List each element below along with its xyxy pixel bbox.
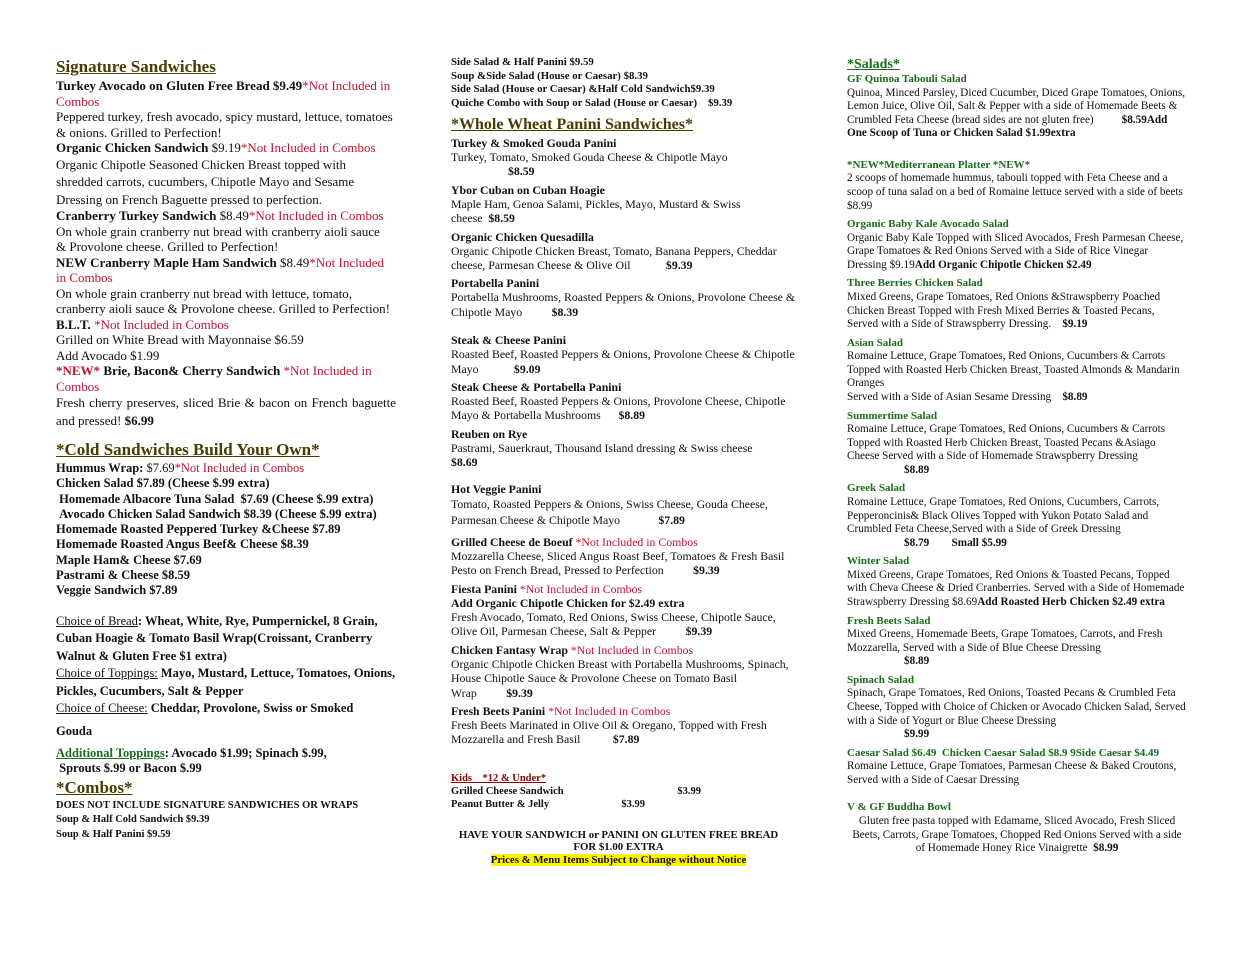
menu-item-name: Winter Salad — [847, 555, 910, 568]
item-desc: Served with a Side of Asian Sesame Dressing $8.89 — [847, 391, 1088, 403]
menu-item-name: Spinach Salad — [847, 673, 914, 686]
item-desc: Mixed Greens, Grape Tomatoes, Red Onions &Strawspberry Poached Chicken Breast Topped with Fresh Mixed Berries & Toasted Pecans, Served with a Side of Strawspberry Dressing. $9.19 — [847, 290, 1161, 331]
item-desc: Fresh cherry preserves, sliced Brie & bacon on French baguette and pressed! $6.99 — [56, 395, 396, 428]
menu-item: B.L.T. *Not Included in Combos — [56, 316, 229, 332]
gluten-free-notice: HAVE YOUR SANDWICH or PANINI ON GLUTEN FREE BREAD FOR $1.00 EXTRA Prices & Menu Items Subject to Change without Notice — [458, 828, 779, 866]
list-item: Peanut Butter & Jelly $3.99 — [451, 798, 645, 810]
choice-cheese: Choice of Cheese: Cheddar, Provolone, Swiss or Smoked — [56, 701, 354, 716]
item-extra: Add Organic Chipotle Chicken for $2.49 extra — [451, 595, 685, 610]
menu-item: *NEW* Brie, Bacon& Cherry Sandwich *Not Included in Combos — [56, 363, 372, 394]
menu-item-name: Portabella Panini — [451, 276, 540, 291]
menu-item: Cranberry Turkey Sandwich $8.49*Not Included in Combos — [56, 208, 384, 223]
menu-item-name: Summertime Salad — [847, 409, 938, 422]
menu-item-name: Reuben on Rye — [451, 426, 528, 441]
menu-item-name: Turkey & Smoked Gouda Panini — [451, 136, 617, 150]
item-desc: Gluten free pasta topped with Edamame, Sliced Avocado, Fresh Sliced Beets, Carrots, Grape Tomatoes, Chopped Red Onions Served with a side of Homemade Honey Rice Vinaigrette $8.99 — [852, 814, 1182, 855]
list-item: Avocado Chicken Salad Sandwich $8.39 (Cheese $.99 extra) — [56, 506, 377, 521]
menu-item-name: Hot Veggie Panini — [451, 481, 542, 496]
item-desc: Peppered turkey, fresh avocado, spicy mustard, lettuce, tomatoes & onions. Grilled to Perfection! — [56, 109, 393, 140]
menu-item: Organic Chicken Sandwich $9.19*Not Included in Combos — [56, 140, 376, 155]
item-desc: Fresh Avocado, Tomato, Red Onions, Swiss Cheese, Chipotle Sauce, Olive Oil, Parmesan Cheese, Salt & Pepper $9.39 — [451, 609, 776, 639]
menu-item: Turkey Avocado on Gluten Free Bread $9.49*Not Included in Combos — [56, 78, 391, 109]
menu-item-name: Grilled Cheese de Boeuf *Not Included in Combos — [451, 534, 698, 549]
column-middle — [451, 56, 796, 866]
menu-item-name: Three Berries Chicken Salad — [847, 277, 983, 290]
menu-item-name: Greek Salad — [847, 482, 906, 495]
list-item: Side Salad (House or Caesar) &Half Cold Sandwich$9.39 — [451, 83, 715, 95]
menu-item-name: Steak Cheese & Portabella Panini — [451, 380, 622, 395]
item-desc: Maple Ham, Genoa Salami, Pickles, Mayo, Mustard & Swiss cheese $8.59 — [451, 196, 741, 226]
item-desc: On whole grain cranberry nut bread with lettuce, tomato, cranberry aioli sauce & Provolone cheese. Grilled to Perfection! — [56, 285, 390, 316]
menu-item-name: Caesar Salad $6.49 Chicken Caesar Salad $8.9 9Side Caesar $4.49 — [847, 746, 1159, 759]
menu-item-name: GF Quinoa Tabouli Salad — [847, 73, 967, 85]
item-desc: Turkey, Tomato, Smoked Gouda Cheese & Chipotle Mayo — [451, 150, 728, 164]
item-desc: Roasted Beef, Roasted Peppers & Onions, Provolone Cheese & Chipotle Mayo $9.09 — [451, 347, 795, 376]
salads-heading: *Salads* — [847, 57, 900, 72]
list-item: Homemade Roasted Angus Beef& Cheese $8.39 — [56, 537, 309, 552]
item-desc: Portabella Mushrooms, Roasted Peppers & Onions, Provolone Cheese & Chipotle Mayo $8.39 — [451, 290, 796, 319]
column-right — [847, 56, 1187, 856]
item-desc: On whole grain cranberry nut bread with cranberry aioli sauce — [56, 223, 380, 239]
list-item: Soup & Half Panini $9.59 — [56, 828, 171, 840]
menu-item-name: Organic Chicken Quesadilla — [451, 229, 594, 244]
additional-toppings-cont: Sprouts $.99 or Bacon $.99 — [56, 761, 202, 776]
item-price: $8.59 — [508, 164, 535, 179]
menu-item-name: Fiesta Panini *Not Included in Combos — [451, 581, 643, 596]
item-desc: Organic Baby Kale Topped with Sliced Avocados, Fresh Parmesan Cheese, Grape Tomatoes & Red Onions Served with a Side of Rice Vinegar Dressing $9.19Add Organic Chipotle Chicken $2.49 — [847, 231, 1184, 271]
item-desc: & Provolone cheese. Grilled to Perfection! — [56, 239, 279, 254]
list-item: Grilled Cheese Sandwich $3.99 — [451, 785, 701, 797]
item-desc: Romaine Lettuce, Grape Tomatoes, Parmesan Cheese & Baked Croutons, Served with a Side of Caesar Dressing — [847, 760, 1177, 786]
item-desc: Add Avocado $1.99 — [56, 347, 160, 363]
item-desc: Quinoa, Minced Parsley, Diced Cucumber, Diced Grape Tomatoes, Onions, Lemon Juice, Olive Oil, Salt & Pepper with a side of Homemade Beets & Crumbled Feta Cheese (bread sides are not gluten free) $8.59Add One Scoop of Tuna or Chicken Salad $1.99extra — [847, 86, 1186, 140]
item-price: $8.79 Small $5.99 — [904, 536, 1007, 549]
kids-heading: Kids *12 & Under* — [451, 772, 547, 784]
item-price: $9.99 — [904, 728, 930, 741]
item-desc: Romaine Lettuce, Grape Tomatoes, Red Onions, Cucumbers & Carrots Topped with Roasted Herb Chicken Breast, Toasted Pecans &Asiago Cheese Served with a Side of Homemade Strawspberry Dressing — [847, 423, 1166, 463]
menu-item-name: *NEW*Mediterranean Platter *NEW* — [847, 158, 1031, 171]
menu-item-name: Organic Baby Kale Avocado Salad — [847, 218, 1009, 231]
item-desc: Organic Chipotle Chicken Breast with Portabella Mushrooms, Spinach, House Chipotle Sauce & Provolone Cheese on Tomato Basil Wrap $9.39 — [451, 656, 789, 700]
cold-heading: *Cold Sandwiches Build Your Own* — [56, 440, 320, 459]
item-desc: Tomato, Roasted Peppers & Onions, Swiss Cheese, Gouda Cheese, Parmesan Cheese & Chipotle Mayo $7.89 — [451, 496, 768, 527]
panini-heading: *Whole Wheat Panini Sandwiches* — [451, 116, 693, 133]
list-item: Chicken Salad $7.89 (Cheese $.99 extra) — [56, 476, 270, 491]
list-item: Pastrami & Cheese $8.59 — [56, 568, 190, 583]
list-item: DOES NOT INCLUDE SIGNATURE SANDWICHES OR WRAPS — [56, 799, 359, 811]
menu-item-name: V & GF Buddha Bowl — [847, 801, 951, 814]
item-desc: Organic Chipotle Chicken Breast, Tomato, Banana Peppers, Cheddar cheese, Parmesan Cheese & Olive Oil $9.39 — [451, 243, 777, 273]
menu-item-name: Asian Salad — [847, 336, 903, 349]
list-item: Homemade Roasted Peppered Turkey &Cheese $7.89 — [56, 522, 341, 537]
menu-item-name: Fresh Beets Salad — [847, 614, 931, 627]
item-desc: Romaine Lettuce, Grape Tomatoes, Red Onions, Cucumbers, Carrots, Pepperoncinis& Black Olives Topped with Yukon Potato Salad and Crumbled Feta Cheese,Served with a Side of Greek Dressing — [847, 495, 1160, 536]
list-item: Maple Ham& Cheese $7.69 — [56, 552, 202, 567]
choice-toppings: Choice of Toppings: Mayo, Mustard, Lettuce, Tomatoes, Onions, Pickles, Cucumbers, Salt & Pepper — [56, 666, 396, 698]
combos-heading: *Combos* — [56, 777, 133, 797]
list-item: Quiche Combo with Soup or Salad (House or Caesar) $9.39 — [451, 96, 733, 109]
item-desc: Fresh Beets Marinated in Olive Oil & Oregano, Topped with Fresh Mozzarella and Fresh Basil $7.89 — [451, 717, 767, 747]
item-desc: 2 scoops of homemade hummus, tabouli topped with Feta Cheese and a scoop of tuna salad on a bed of Romaine lettuce served with a side of beets $8.99 — [847, 172, 1183, 212]
signature-heading: Signature Sandwiches — [56, 57, 216, 76]
menu-item: NEW Cranberry Maple Ham Sandwich $8.49*Not Included in Combos — [56, 254, 384, 285]
item-desc: Mixed Greens, Homemade Beets, Grape Tomatoes, Carrots, and Fresh Mozzarella, Served with a Side of Blue Cheese Dressing — [847, 628, 1163, 654]
item-desc: Spinach, Grape Tomatoes, Red Onions, Toasted Pecans & Crumbled Feta Cheese, Topped with Choice of Chicken or Avocado Chicken Salad, Served with a Side of Yogurt or Blue Cheese Dressing — [847, 687, 1186, 727]
item-price: $8.89 — [904, 463, 930, 476]
column-left — [56, 56, 396, 842]
item-desc: Grilled on White Bread with Mayonnaise $6.59 — [56, 332, 304, 347]
list-item: Homemade Albacore Tuna Salad $7.69 (Cheese $.99 extra) — [56, 491, 374, 506]
menu-item-name: Ybor Cuban on Cuban Hoagie — [451, 182, 605, 197]
list-item: Veggie Sandwich $7.89 — [56, 583, 178, 598]
item-desc: Romaine Lettuce, Grape Tomatoes, Red Onions, Cucumbers & Carrots Topped with Roasted Herb Chicken Breast, Toasted Almonds & Mandarin Oranges — [847, 350, 1180, 390]
list-item: Soup &Side Salad (House or Caesar) $8.39 — [451, 69, 648, 82]
item-desc: Mozzarella Cheese, Sliced Angus Roast Beef, Tomatoes & Fresh Basil Pesto on French Bread, Pressed to Perfection $9.39 — [451, 548, 785, 578]
price-change-notice: Prices & Menu Items Subject to Change without Notice — [490, 853, 747, 866]
list-item: Side Salad & Half Panini $9.59 — [451, 56, 594, 68]
item-desc: Roasted Beef, Roasted Peppers & Onions, Provolone Cheese, Chipotle Mayo & Portabella Mushrooms $8.89 — [451, 394, 786, 423]
additional-toppings: Additional Toppings: Avocado $1.99; Spinach $.99, — [56, 746, 327, 761]
item-desc: Organic Chipotle Seasoned Chicken Breast topped with shredded carrots, cucumbers, Chipotle Mayo and Sesame Dressing on French Baguette pressed to perfection. — [56, 156, 355, 207]
list-item: Soup & Half Cold Sandwich $9.39 — [56, 814, 210, 826]
item-price: $8.69 — [451, 455, 478, 470]
menu-item-name: Chicken Fantasy Wrap *Not Included in Combos — [451, 642, 694, 657]
item-desc: Mixed Greens, Grape Tomatoes, Red Onions & Toasted Pecans, Topped with Cheva Cheese & Dried Cranberries. Served with a Side of Homemade Strawspberry Dressing $8.69Add Roasted Herb Chicken $2.49 extra — [847, 568, 1185, 609]
item-price: $8.89 — [904, 655, 930, 668]
menu-item-name: Steak & Cheese Panini — [451, 333, 567, 348]
menu-item: Hummus Wrap: $7.69*Not Included in Combos — [56, 461, 305, 475]
menu-item-name: Fresh Beets Panini *Not Included in Combos — [451, 703, 671, 718]
item-desc: Pastrami, Sauerkraut, Thousand Island dressing & Swiss cheese — [451, 440, 753, 455]
choice-bread: Choice of Bread: Wheat, White, Rye, Pumpernickel, 8 Grain, Cuban Hoagie & Tomato Basil Wrap(Croissant, Cranberry Walnut & Gluten Free $1 extra) — [56, 613, 378, 663]
choice-cheese-cont: Gouda — [56, 723, 93, 738]
